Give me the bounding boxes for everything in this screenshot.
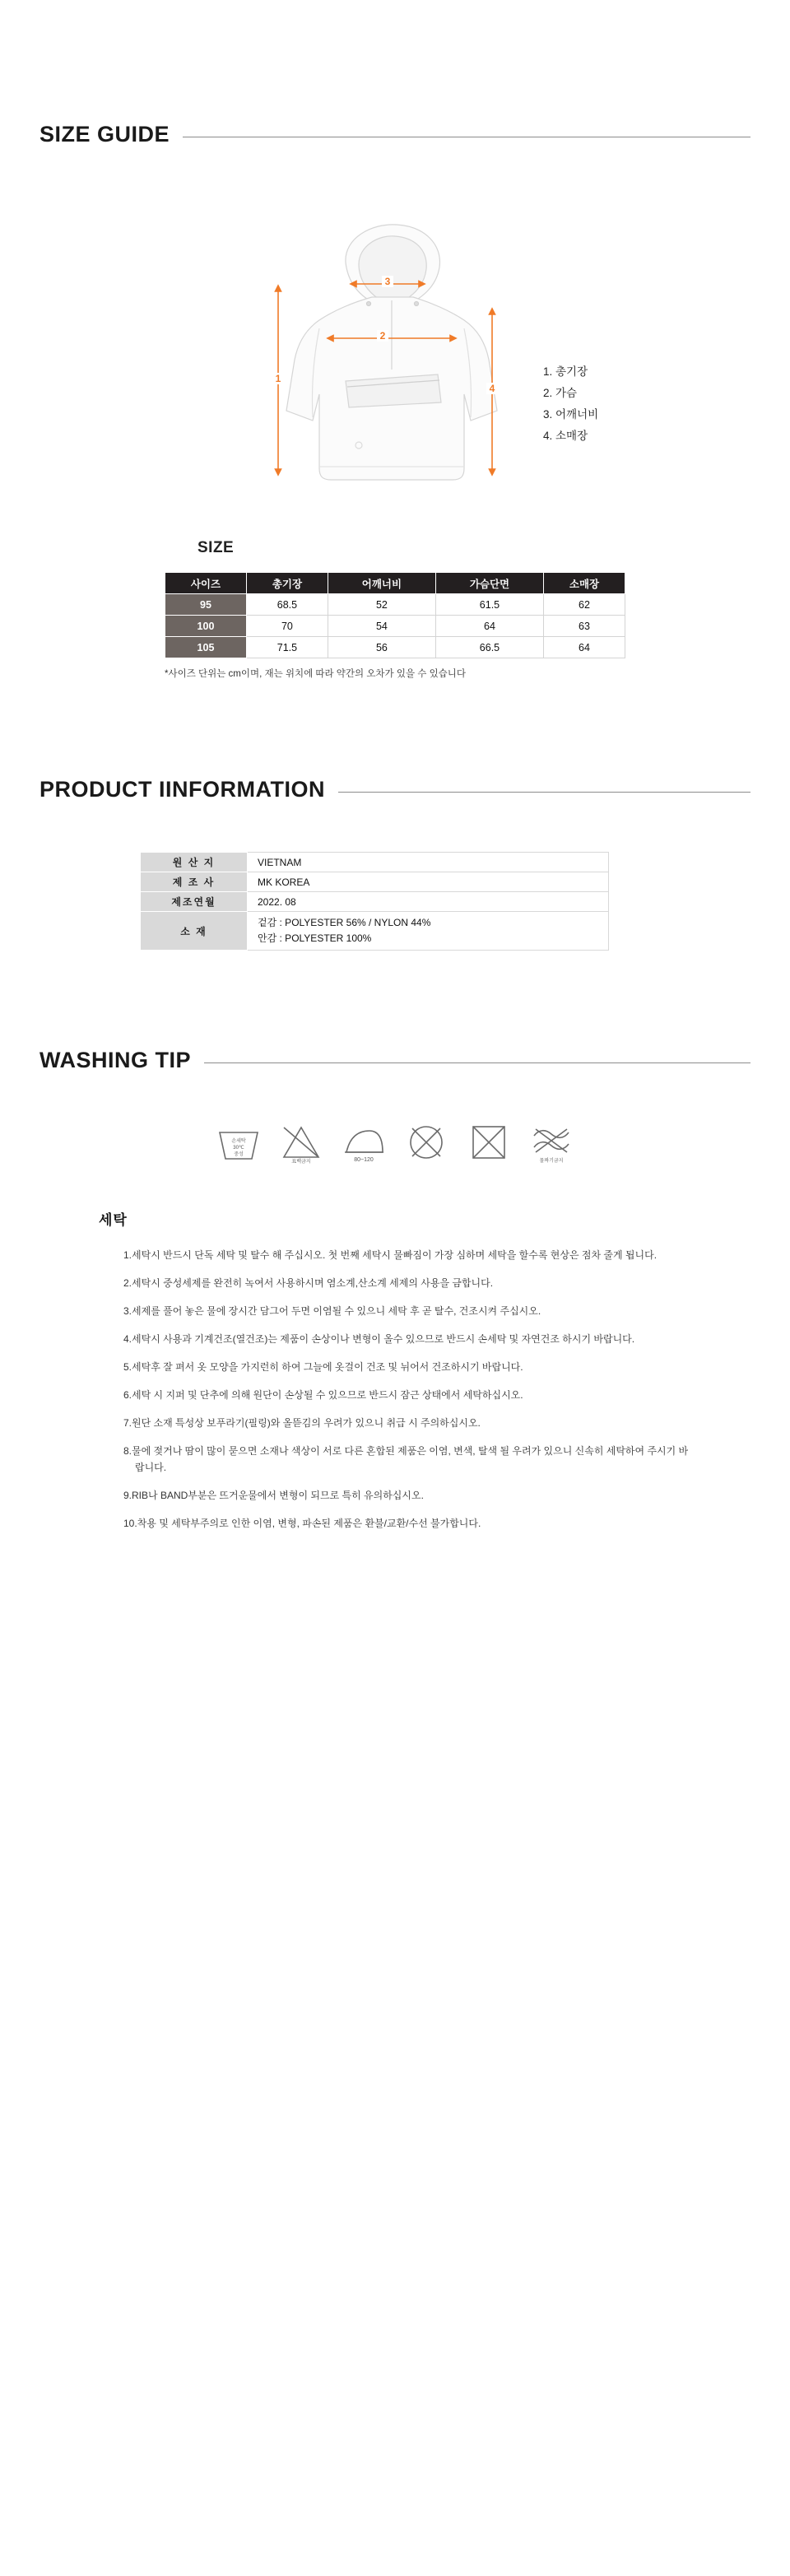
care-symbol-row: [0, 1119, 790, 1165]
size-guide-heading: [0, 122, 790, 147]
info-value-manufacturer: MK KOREA: [248, 872, 609, 892]
info-value-material: [248, 912, 609, 951]
svg-text:30℃: 30℃: [233, 1146, 244, 1151]
marker-3: 3: [384, 276, 391, 287]
cell-sleeve: 64: [544, 637, 625, 658]
cell-shoulder: 56: [328, 637, 435, 658]
list-item: 10.착용 및 세탁부주의로 인한 이염, 변형, 파손된 제품은 환불/교환/수선 불가합니다.: [123, 1518, 481, 1529]
anorak-illustration: [181, 205, 609, 501]
cell-sleeve: 63: [544, 616, 625, 637]
svg-text:중성: 중성: [234, 1152, 244, 1157]
list-item: 6.세탁 시 지퍼 및 단추에 의해 원단이 손상될 수 있으므로 반드시 잠근 상태에서 세탁하십시오.: [123, 1389, 523, 1401]
cell-chest: 66.5: [435, 637, 543, 658]
marker-4: 4: [489, 383, 495, 394]
cell-shoulder: 54: [328, 616, 435, 637]
svg-text:손세탁: 손세탁: [231, 1139, 246, 1144]
cell-length: 71.5: [246, 637, 328, 658]
washing-tip-heading: [0, 1048, 790, 1073]
list-item: 3.세제를 풀어 놓은 물에 장시간 담그어 두면 이염될 수 있으니 세탁 후 곧 탈수, 건조시켜 주십시오.: [123, 1305, 541, 1317]
marker-1: 1: [275, 373, 281, 384]
table-row: [141, 912, 609, 951]
table-row: [141, 872, 609, 892]
cell-length: 68.5: [246, 594, 328, 616]
info-label-manufacturer: 제 조 사: [141, 872, 248, 892]
info-label-origin: 원 산 지: [141, 853, 248, 872]
legend-item-3: 3. 어깨너비: [543, 408, 599, 421]
info-value-origin: VIETNAM: [248, 853, 609, 872]
washing-subtitle: 세탁: [99, 1212, 128, 1228]
legend-item-1: 1. 총기장: [543, 365, 588, 378]
col-length: 총기장: [246, 573, 328, 594]
col-sleeve: 소매장: [544, 573, 625, 594]
legend-item-2: 2. 가슴: [543, 387, 578, 399]
list-item: 4.세탁시 사용과 기계건조(열건조)는 제품이 손상이나 변형이 올수 있으므로 반드시 손세탁 및 자연건조 하시기 바랍니다.: [123, 1333, 635, 1345]
washing-instructions: [0, 1247, 790, 1532]
list-item: 8.물에 젖거나 땀이 많이 묻으면 소재나 색상이 서로 다른 혼합된 제품은 이염, 변색, 탈색 될 우려가 있으니 신속히 세탁하여 주시기 바랍니다.: [123, 1445, 689, 1473]
no-bleach-icon: [277, 1119, 325, 1165]
table-header-row: [165, 573, 625, 594]
size-table-title: SIZE: [198, 539, 235, 556]
product-information-heading: [0, 777, 790, 802]
hand-wash-icon: [215, 1119, 263, 1165]
list-item: 7.원단 소재 특성상 보푸라기(필링)와 올뜯김의 우려가 있으니 취급 시 주의하십시오.: [123, 1417, 481, 1429]
list-item: 2.세탁시 중성세제를 완전히 녹여서 사용하시며 염소계,산소계 세제의 사용을 금합니다.: [123, 1277, 494, 1289]
product-information-title: PRODUCT IINFORMATION: [40, 777, 325, 802]
material-lining: 안감 : POLYESTER 100%: [258, 932, 372, 944]
size-guide-section: [0, 0, 790, 680]
bottom-spacer: [0, 1543, 790, 1609]
size-guide-title: SIZE GUIDE: [40, 122, 170, 146]
cell-sleeve: 62: [544, 594, 625, 616]
legend-item-4: 4. 소매장: [543, 430, 588, 442]
col-size: 사이즈: [165, 573, 247, 594]
svg-text:물짜기금지: 물짜기금지: [539, 1159, 564, 1164]
size-table: [165, 572, 625, 658]
list-item: 1.세탁시 반드시 단독 세탁 및 탈수 해 주십시오. 첫 번째 세탁시 물빠짐이 가장 심하며 세탁을 할수록 현상은 점차 줄게 됩니다.: [123, 1249, 658, 1261]
list-item: 5.세탁후 잘 펴서 옷 모양을 가지런히 하여 그늘에 옷걸이 건조 및 뉘어서 건조하시기 바랍니다.: [123, 1361, 523, 1373]
cell-length: 70: [246, 616, 328, 637]
col-chest: 가슴단면: [435, 573, 543, 594]
washing-tip-title: WASHING TIP: [40, 1048, 192, 1072]
cell-chest: 64: [435, 616, 543, 637]
svg-text:표백금지: 표백금지: [291, 1160, 311, 1165]
heading-rule: [338, 792, 750, 793]
cell-shoulder: 52: [328, 594, 435, 616]
marker-2: 2: [379, 330, 386, 342]
svg-text:80~120: 80~120: [354, 1157, 374, 1163]
col-shoulder: 어깨너비: [328, 573, 435, 594]
heading-rule: [204, 1062, 750, 1063]
table-row: [165, 616, 625, 637]
table-row: [165, 594, 625, 616]
no-dryclean-icon: [402, 1119, 450, 1165]
material-shell: 겉감 : POLYESTER 56% / NYLON 44%: [258, 917, 431, 928]
info-label-date: 제조연월: [141, 892, 248, 912]
product-information-section: [0, 680, 790, 951]
size-note: *사이즈 단위는 cm이며, 재는 위치에 따라 약간의 오차가 있을 수 있습니다: [165, 669, 466, 679]
no-tumble-dry-icon: [465, 1119, 513, 1165]
info-value-date: 2022. 08: [248, 892, 609, 912]
no-wring-icon: [527, 1119, 575, 1165]
info-label-material: 소 재: [141, 912, 248, 951]
table-row: [141, 853, 609, 872]
cell-chest: 61.5: [435, 594, 543, 616]
list-item: 9.RIB나 BAND부분은 뜨거운물에서 변형이 되므로 특히 유의하십시오.: [123, 1490, 424, 1501]
measurement-legend: [543, 361, 598, 447]
table-row: [141, 892, 609, 912]
cell-size: 100: [165, 616, 247, 637]
iron-icon: [340, 1119, 388, 1165]
table-row: [165, 637, 625, 658]
garment-diagram: [0, 205, 790, 501]
cell-size: 105: [165, 637, 247, 658]
product-information-table: [140, 852, 609, 951]
washing-tip-section: [0, 951, 790, 1609]
cell-size: 95: [165, 594, 247, 616]
